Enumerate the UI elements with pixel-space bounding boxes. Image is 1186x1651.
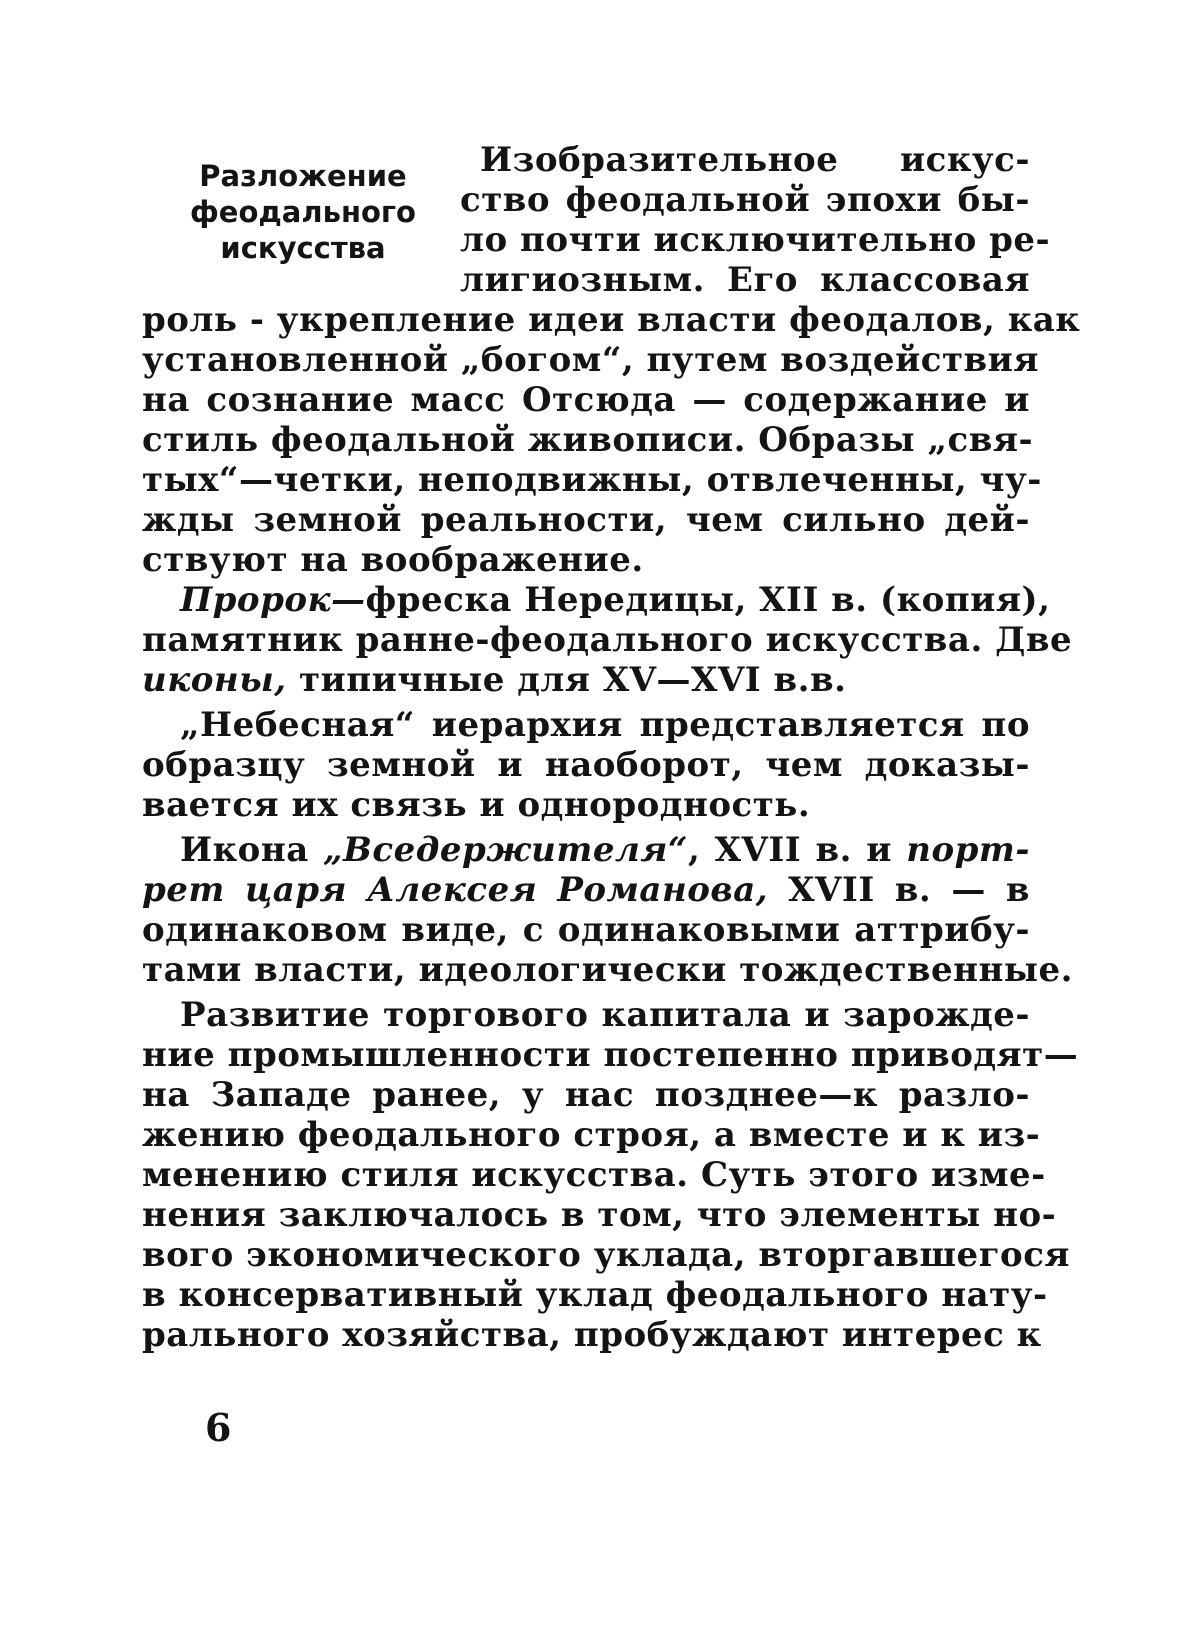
text-line: ло почти исключительно ре-: [460, 220, 1051, 260]
text-line: тых“—четки, неподвижны, отвлеченны, чу-: [142, 460, 1042, 500]
text-line: памятник ранне-феодального искусства. Две: [142, 620, 1073, 660]
text-line: [180, 830, 1030, 870]
text-line: [142, 870, 1030, 910]
text-line: нения заключалось в том, что элементы но-: [142, 1195, 1057, 1235]
text-line: в консервативный уклад феодального нату-: [142, 1275, 1048, 1315]
text-line: Развитие торгового капитала и зарожде-: [180, 995, 1030, 1035]
text-line: тами власти, идеологически тождественные.: [142, 950, 1073, 990]
text-line: на Западе ранее, у нас позднее—к разло-: [142, 1075, 1030, 1115]
text-fragment: XVII в. — в: [788, 870, 1030, 910]
section-heading: [168, 158, 438, 266]
text-line: рального хозяйства, пробуждают интерес к: [142, 1315, 1042, 1355]
text-line: жению феодального строя, а вместе и к из-: [142, 1115, 1041, 1155]
text-line: стиль феодальной живописи. Образы „свя-: [142, 420, 1034, 460]
text-line: [142, 660, 1030, 700]
text-fragment: типичные для XV—XVI в.в.: [298, 660, 847, 700]
text-line: установленной „богом“, путем воздействия: [142, 340, 1040, 380]
text-line: [180, 580, 1051, 620]
text-fragment: , XVII в. и: [687, 830, 907, 870]
text-line: ние промышленности постепенно приводят—: [142, 1035, 1079, 1075]
text-line: Изобразительное искус-: [480, 140, 1030, 180]
italic-phrase: „Вседержителя“: [323, 830, 688, 870]
text-line: на сознание масс Отсюда — содержание и: [142, 380, 1030, 420]
italic-phrase: рет царя Алексея Романова,: [142, 870, 769, 910]
italic-phrase: порт-: [906, 830, 1031, 870]
text-fragment: фреска Нередицы, XII в. (копия),: [365, 580, 1051, 620]
text-line: менению стиля искусства. Суть этого изме-: [142, 1155, 1046, 1195]
italic-phrase: Пророк—: [180, 580, 366, 620]
section-heading-line-1: Разложение: [199, 159, 407, 193]
italic-phrase: иконы,: [142, 660, 287, 700]
text-fragment: Икона: [180, 830, 324, 870]
text-line: вается их связь и однородность.: [142, 785, 811, 825]
section-heading-line-2: феодального: [190, 195, 416, 229]
text-line: образцу земной и наоборот, чем доказы-: [142, 745, 1030, 785]
text-line: вого экономического уклада, вторгавшегося: [142, 1235, 1071, 1275]
text-line: „Небесная“ иерархия представляется по: [180, 705, 1030, 745]
text-line: лигиозным. Его классовая: [460, 260, 1030, 300]
text-line: жды земной реальности, чем сильно дей-: [142, 500, 1030, 540]
section-heading-line-3: искусства: [220, 231, 386, 265]
page-number: 6: [205, 1405, 232, 1450]
text-line: ствуют на воображение.: [142, 540, 644, 580]
text-line: ство феодальной эпохи бы-: [460, 180, 1030, 220]
text-line: одинаковом виде, с одинаковыми аттрибу-: [142, 910, 1030, 950]
text-line: роль - укрепление идеи власти феодалов, как: [142, 300, 1081, 340]
